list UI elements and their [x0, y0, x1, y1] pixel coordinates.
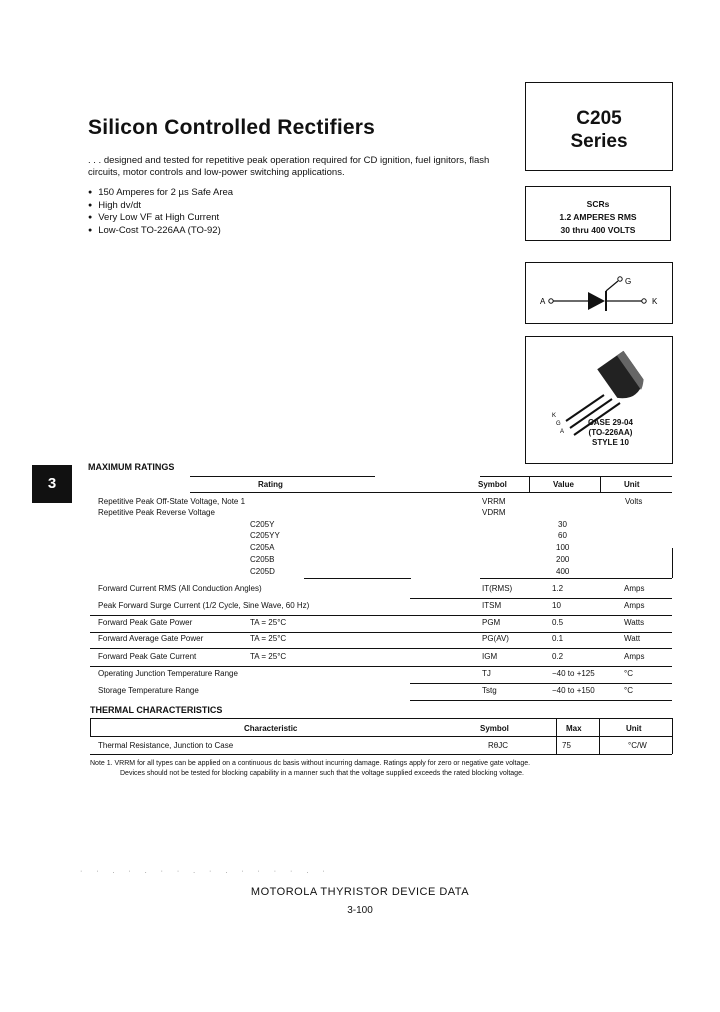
- feature-list: [88, 187, 233, 237]
- table-rule: [529, 476, 530, 492]
- table-rule: [410, 598, 672, 599]
- col-characteristic: Characteristic: [244, 724, 298, 733]
- col-unit: Unit: [624, 480, 640, 489]
- rating-unit: Amps: [624, 601, 645, 610]
- rating-symbol: ITSM: [482, 601, 502, 610]
- rating-symbol: PGM: [482, 618, 501, 627]
- max-ratings-heading: MAXIMUM RATINGS: [88, 462, 175, 472]
- scr-line-1: SCRs: [586, 199, 610, 209]
- device-value: 400: [556, 567, 570, 576]
- rating-condition: TA = 25°C: [250, 618, 287, 627]
- rating-unit: Amps: [624, 584, 645, 593]
- table-rule: [480, 476, 672, 477]
- part-number: C205: [576, 108, 622, 129]
- device-value: 30: [558, 520, 567, 529]
- voltage-label-1: Repetitive Peak Off-State Voltage, Note 1: [98, 497, 246, 506]
- col-value: Value: [553, 480, 574, 489]
- rating-condition: TA = 25°C: [250, 652, 287, 661]
- rating-symbol: PG(AV): [482, 634, 509, 643]
- table-rule: [480, 578, 672, 579]
- rating-symbol: IT(RMS): [482, 584, 513, 593]
- device-value: 60: [558, 531, 567, 540]
- table-rule: [672, 718, 673, 754]
- pin-k-label: K: [552, 413, 557, 419]
- device-name: C205A: [250, 543, 275, 552]
- table-rule: [90, 718, 91, 736]
- footer-title: MOTOROLA THYRISTOR DEVICE DATA: [250, 886, 470, 898]
- scr-symbol-icon: [526, 263, 672, 323]
- rating-value: 1.2: [552, 584, 564, 593]
- gate-label: G: [625, 277, 632, 286]
- col-unit: Unit: [626, 724, 642, 733]
- table-rule: [410, 683, 672, 684]
- scr-line-3: 30 thru 400 VOLTS: [560, 225, 636, 235]
- rating-symbol: Tstg: [482, 686, 497, 695]
- rating-label: Forward Current RMS (All Conduction Angles): [98, 584, 262, 593]
- table-rule: [304, 578, 411, 579]
- case-outline: (TO-226AA): [588, 428, 633, 437]
- thermal-heading: THERMAL CHARACTERISTICS: [90, 705, 223, 715]
- voltage-unit: Volts: [625, 497, 643, 506]
- rating-label: Forward Peak Gate Current: [98, 652, 197, 661]
- table-rule: [90, 718, 672, 719]
- rating-label: Peak Forward Surge Current (1/2 Cycle, Sine Wave, 60 Hz): [98, 601, 310, 610]
- thermal-characteristic: Thermal Resistance, Junction to Case: [98, 741, 234, 750]
- table-rule: [90, 666, 672, 667]
- page-title: Silicon Controlled Rectifiers: [88, 116, 376, 139]
- scr-spec-box: [525, 186, 671, 241]
- rating-unit: Watts: [624, 618, 645, 627]
- package-caption: [588, 418, 633, 448]
- device-name: C205YY: [250, 531, 280, 540]
- rating-unit: °C: [624, 669, 633, 678]
- rating-value: −40 to +150: [552, 686, 595, 695]
- case-style: STYLE 10: [592, 438, 629, 447]
- feature-item: ● 150 Amperes for 2 µs Safe Area: [88, 187, 233, 200]
- rating-label: Forward Average Gate Power: [98, 634, 204, 643]
- col-symbol: Symbol: [478, 480, 507, 489]
- table-rule: [90, 754, 672, 755]
- table-rule: [190, 476, 375, 477]
- rating-symbol: IGM: [482, 652, 498, 661]
- pin-a-label: A: [560, 429, 565, 435]
- page-number: 3-100: [347, 905, 373, 916]
- col-max: Max: [566, 724, 582, 733]
- intro-text: . . . designed and tested for repetitive peak operation required for CD ignition, fuel ignitors, flash circuits, motor controls and low-power switching applications.: [88, 155, 490, 178]
- rating-value: 0.1: [552, 634, 564, 643]
- device-value: 200: [556, 555, 570, 564]
- rating-condition: TA = 25°C: [250, 634, 287, 643]
- pin-g-label: G: [556, 421, 561, 427]
- cathode-label: K: [652, 297, 658, 306]
- device-value: 100: [556, 543, 570, 552]
- footnote: [90, 759, 650, 778]
- scr-symbol-box: [525, 262, 673, 324]
- col-rating: Rating: [258, 480, 283, 489]
- voltage-label-2: Repetitive Peak Reverse Voltage: [98, 508, 215, 517]
- device-name: C205D: [250, 567, 275, 576]
- thermal-symbol: RθJC: [488, 741, 509, 750]
- voltage-symbol-2: VDRM: [482, 508, 506, 517]
- rating-unit: °C: [624, 686, 633, 695]
- rating-label: Operating Junction Temperature Range: [98, 669, 238, 678]
- table-rule: [190, 492, 672, 493]
- scan-noise: · · . · . · · . · . · · · · . ·: [80, 868, 331, 875]
- table-rule: [90, 632, 672, 633]
- device-name: C205B: [250, 555, 275, 564]
- rating-value: −40 to +125: [552, 669, 595, 678]
- table-rule: [90, 615, 672, 616]
- rating-value: 10: [552, 601, 561, 610]
- table-rule: [600, 476, 601, 492]
- anode-label: A: [540, 297, 546, 306]
- table-rule: [672, 548, 673, 578]
- footnote-line-2: Devices should not be tested for blocking capability in a manner such that the voltage supplied exceeds the rated blocking voltage.: [120, 769, 524, 777]
- chapter-tab: 3: [32, 465, 72, 503]
- rating-value: 0.2: [552, 652, 564, 661]
- thermal-unit: °C/W: [628, 741, 647, 750]
- rating-unit: Amps: [624, 652, 645, 661]
- col-symbol: Symbol: [480, 724, 509, 733]
- rating-symbol: TJ: [482, 669, 491, 678]
- rating-value: 0.5: [552, 618, 564, 627]
- rating-unit: Watt: [624, 634, 641, 643]
- table-rule: [90, 736, 672, 737]
- voltage-symbol-1: VRRM: [482, 497, 506, 506]
- device-name: C205Y: [250, 520, 275, 529]
- scr-line-2: 1.2 AMPERES RMS: [559, 212, 637, 222]
- series-label: Series: [570, 131, 628, 152]
- rating-label: Storage Temperature Range: [98, 686, 199, 695]
- feature-item: ● Low-Cost TO-226AA (TO-92): [88, 225, 233, 238]
- footnote-line-1: Note 1. VRRM for all types can be applied on a continuous dc basis without incurring damage. Ratings apply for zero or negative gate voltage.: [90, 760, 531, 767]
- case-number: CASE 29-04: [588, 418, 633, 427]
- feature-item: ● High dv/dt: [88, 200, 233, 213]
- rating-label: Forward Peak Gate Power: [98, 618, 193, 627]
- thermal-max: 75: [562, 741, 571, 750]
- table-rule: [410, 700, 672, 701]
- table-rule: [90, 648, 672, 649]
- feature-item: ● Very Low VF at High Current: [88, 212, 233, 225]
- series-box: [525, 82, 673, 171]
